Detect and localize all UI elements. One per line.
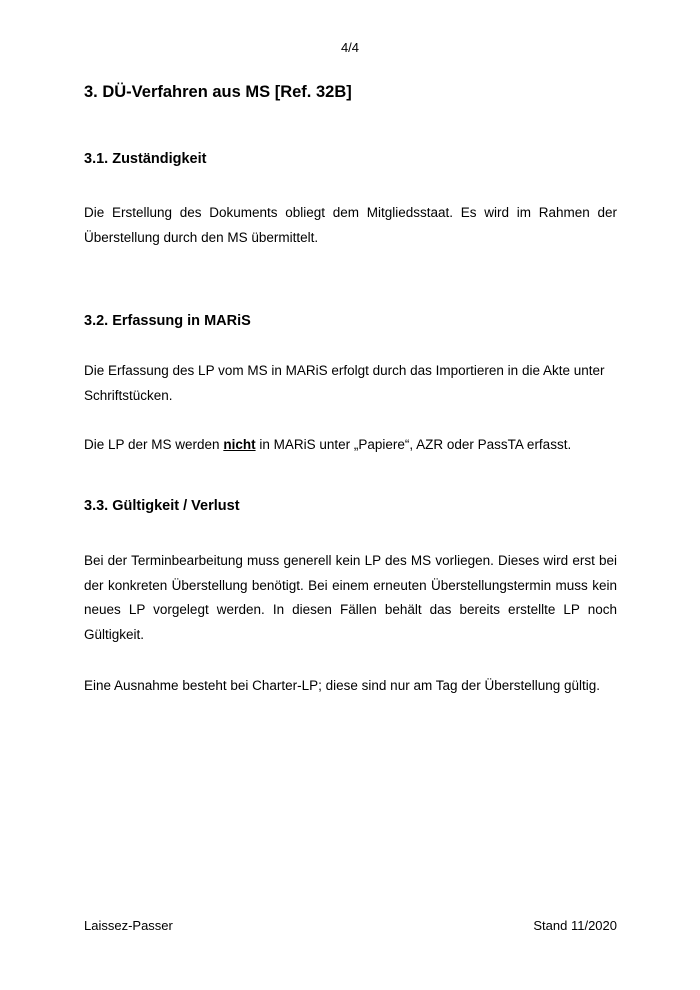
paragraph-gueltigkeit-2: Eine Ausnahme besteht bei Charter-LP; diese sind nur am Tag der Überstellung gültig. — [84, 678, 601, 693]
subsection-title-erfassung: 3.2. Erfassung in MARiS — [84, 313, 251, 329]
paragraph-erfassung-1: Die Erfassung des LP vom MS in MARiS erfolgt durch das Importieren in die Akte unter Schriftstücken. — [84, 363, 605, 403]
footer-version-date: Stand 11/2020 — [533, 918, 617, 933]
footer-document-title: Laissez-Passer — [84, 918, 173, 933]
paragraph-text-before: Die LP der MS werden — [84, 437, 224, 452]
paragraph-text-after: in MARiS unter „Papiere“, AZR oder PassTA erfasst. — [255, 437, 572, 452]
section-title: 3. DÜ-Verfahren aus MS [Ref. 32B] — [84, 83, 352, 101]
subsection-title-gueltigkeit: 3.3. Gültigkeit / Verlust — [84, 498, 240, 514]
paragraph-zustaendigkeit: Die Erstellung des Dokuments obliegt dem Mitgliedsstaat. Es wird im Rahmen der Überstellung durch den MS übermittelt. — [84, 205, 617, 245]
emphasis-nicht: nicht — [223, 437, 256, 452]
paragraph-gueltigkeit-1: Bei der Terminbearbeitung muss generell kein LP des MS vorliegen. Dieses wird erst bei der konkreten Überstellung benötigt. Bei einem erneuten Überstellungstermin muss kein neues LP vorgelegt werden. In diesen Fällen behält das bereits erstellte LP noch Gültigkeit. — [84, 553, 617, 642]
paragraph-erfassung-2 — [84, 433, 617, 458]
page-number: 4/4 — [340, 40, 360, 55]
subsection-title-zustaendigkeit: 3.1. Zuständigkeit — [84, 151, 207, 167]
